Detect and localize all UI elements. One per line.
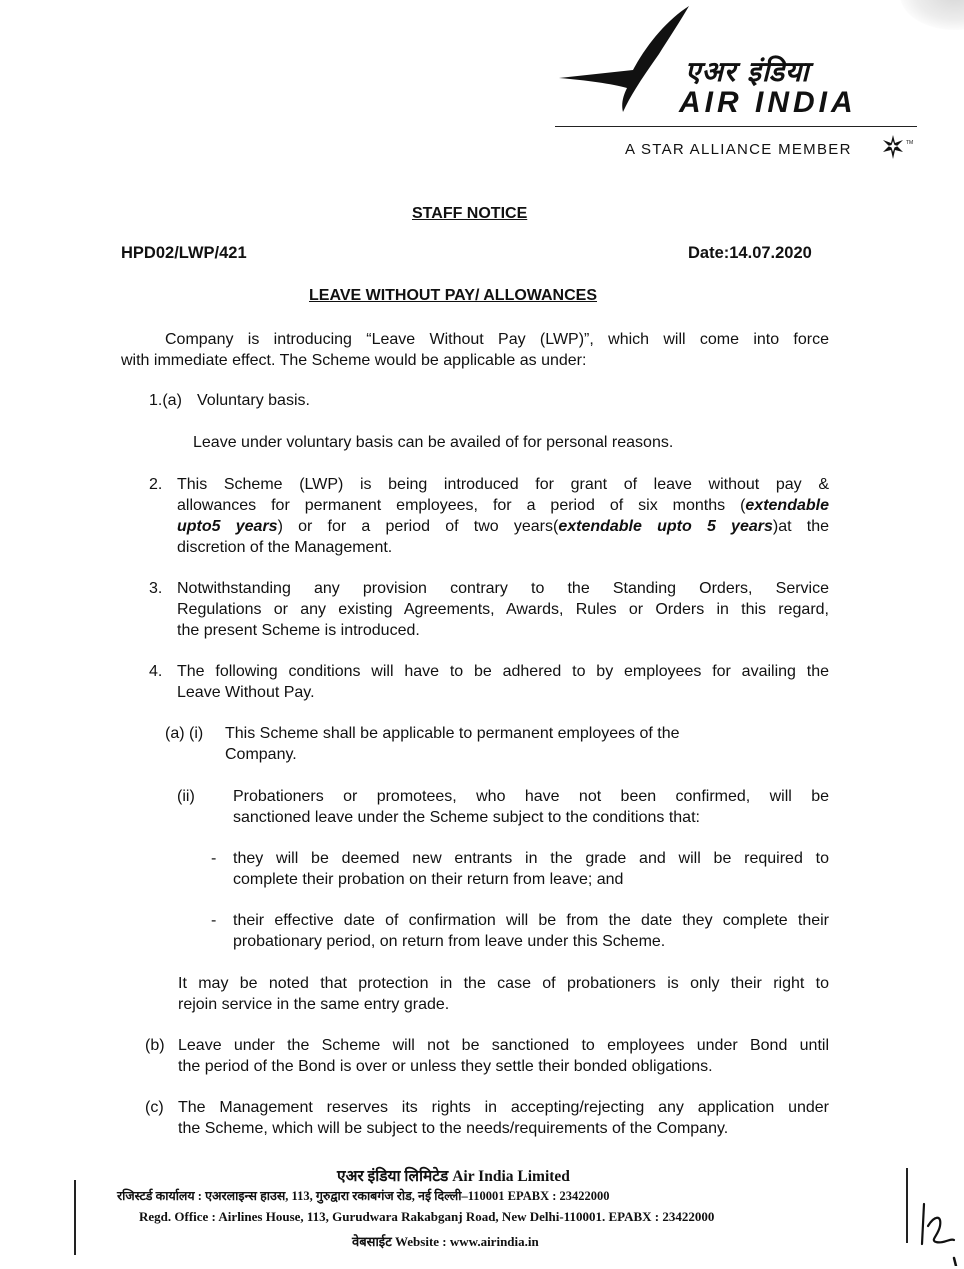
condition-line: complete their probation on their return from leave; and bbox=[233, 871, 624, 888]
item3-line: Regulations or any existing Agreements, Awards, Rules or Orders in this regard, bbox=[177, 601, 829, 618]
subitem-line: the Scheme, which will be subject to the needs/requirements of the Company. bbox=[178, 1120, 729, 1137]
probationer-note bbox=[178, 973, 829, 1015]
subitem-line: Company. bbox=[225, 746, 297, 763]
footer-website: वेबसाईट Website : www.airindia.in bbox=[352, 1234, 539, 1249]
condition-line: their effective date of confirmation will be from the date they complete their bbox=[233, 912, 829, 929]
header-rule bbox=[555, 126, 917, 127]
footer-company-name: एअर इंडिया लिमिटेड Air India Limited bbox=[337, 1168, 570, 1185]
item2-line: discretion of the Management. bbox=[177, 539, 393, 556]
notice-subject: LEAVE WITHOUT PAY/ ALLOWANCES bbox=[309, 287, 598, 304]
logo-hindi-text: एअर इंडिया bbox=[685, 55, 810, 88]
footer-left-bar bbox=[74, 1180, 76, 1255]
condition-line: they will be deemed new entrants in the grade and will be required to bbox=[233, 850, 829, 867]
subitem-a-i bbox=[225, 723, 745, 765]
item4-paragraph bbox=[177, 661, 829, 703]
subitem-line: This Scheme shall be applicable to permanent employees of the bbox=[225, 725, 680, 742]
item-number: 3. bbox=[149, 580, 163, 597]
intro-line: Company is introducing “Leave Without Pay (LWP)”, which will come into force bbox=[165, 331, 829, 348]
subitem-b bbox=[178, 1035, 829, 1077]
subitem-line: sanctioned leave under the Scheme subject to the conditions that: bbox=[233, 809, 700, 826]
note-line: It may be noted that protection in the case of probationers is only their right to bbox=[178, 975, 829, 992]
item3-paragraph bbox=[177, 578, 829, 641]
condition-1 bbox=[233, 848, 829, 890]
condition-line: probationary period, on return from leave under this Scheme. bbox=[233, 933, 666, 950]
item2-line: upto5 years) or for a period of two years(extendable upto 5 years)at the bbox=[177, 518, 830, 535]
notice-date: Date:14.07.2020 bbox=[688, 244, 812, 262]
dash-bullet: - bbox=[211, 850, 217, 867]
item2-line: allowances for permanent employees, for a period of six months (extendable bbox=[177, 497, 829, 514]
star-alliance-star-icon bbox=[880, 134, 906, 160]
subitem-c bbox=[178, 1097, 829, 1139]
reference-number: HPD02/LWP/421 bbox=[121, 244, 247, 262]
centaur-swoosh-icon bbox=[555, 4, 695, 114]
item-number: 2. bbox=[149, 476, 163, 493]
item2-line: This Scheme (LWP) is being introduced for grant of leave without pay & bbox=[177, 476, 829, 493]
subitem-line: The Management reserves its rights in accepting/rejecting any application under bbox=[178, 1099, 829, 1116]
item1-title: Voluntary basis. bbox=[197, 392, 310, 409]
subitem-number: (b) bbox=[145, 1037, 165, 1054]
item-number: 1.(a) bbox=[149, 392, 182, 409]
star-alliance-text: A STAR ALLIANCE MEMBER bbox=[625, 141, 852, 158]
intro-paragraph bbox=[121, 329, 829, 371]
subitem-line: the period of the Bond is over or unless they settle their bonded obligations. bbox=[178, 1058, 713, 1075]
logo-english-text: AIR INDIA bbox=[679, 86, 857, 119]
trademark-mark: TM bbox=[906, 140, 914, 146]
air-india-logo bbox=[555, 4, 915, 124]
condition-2 bbox=[233, 910, 829, 952]
item3-line: Notwithstanding any provision contrary to the Standing Orders, Service bbox=[177, 580, 829, 597]
item4-line: The following conditions will have to be adhered to by employees for availing the bbox=[177, 663, 829, 680]
subitem-a-ii bbox=[233, 786, 829, 828]
subitem-line: Probationers or promotees, who have not been confirmed, will be bbox=[233, 788, 829, 805]
footer-english-address: Regd. Office : Airlines House, 113, Gurudwara Rakabganj Road, New Delhi-110001. EPABX : 23422000 bbox=[139, 1209, 715, 1224]
subitem-number: (c) bbox=[145, 1099, 164, 1116]
footer-right-bar bbox=[906, 1168, 908, 1243]
subitem-number: (ii) bbox=[177, 788, 195, 805]
notice-title: STAFF NOTICE bbox=[412, 205, 528, 222]
intro-line: with immediate effect. The Scheme would be applicable as under: bbox=[121, 352, 587, 369]
note-line: rejoin service in the same entry grade. bbox=[178, 996, 450, 1013]
subitem-line: Leave under the Scheme will not be sanctioned to employees under Bond until bbox=[178, 1037, 829, 1054]
item3-line: the present Scheme is introduced. bbox=[177, 622, 420, 639]
dash-bullet: - bbox=[211, 912, 217, 929]
subitem-number: (a) (i) bbox=[165, 725, 204, 742]
signature-initials bbox=[914, 1196, 962, 1266]
item1-text: Leave under voluntary basis can be availed of for personal reasons. bbox=[193, 434, 674, 451]
item2-paragraph bbox=[177, 474, 829, 558]
item4-line: Leave Without Pay. bbox=[177, 684, 315, 701]
item-number: 4. bbox=[149, 663, 163, 680]
footer-hindi-address: रजिस्टर्ड कार्यालय : एअरलाइन्स हाउस, 113, गुरुद्वारा रकाबगंज रोड, नई दिल्ली–110001 EPABX : 23422000 bbox=[117, 1189, 610, 1203]
